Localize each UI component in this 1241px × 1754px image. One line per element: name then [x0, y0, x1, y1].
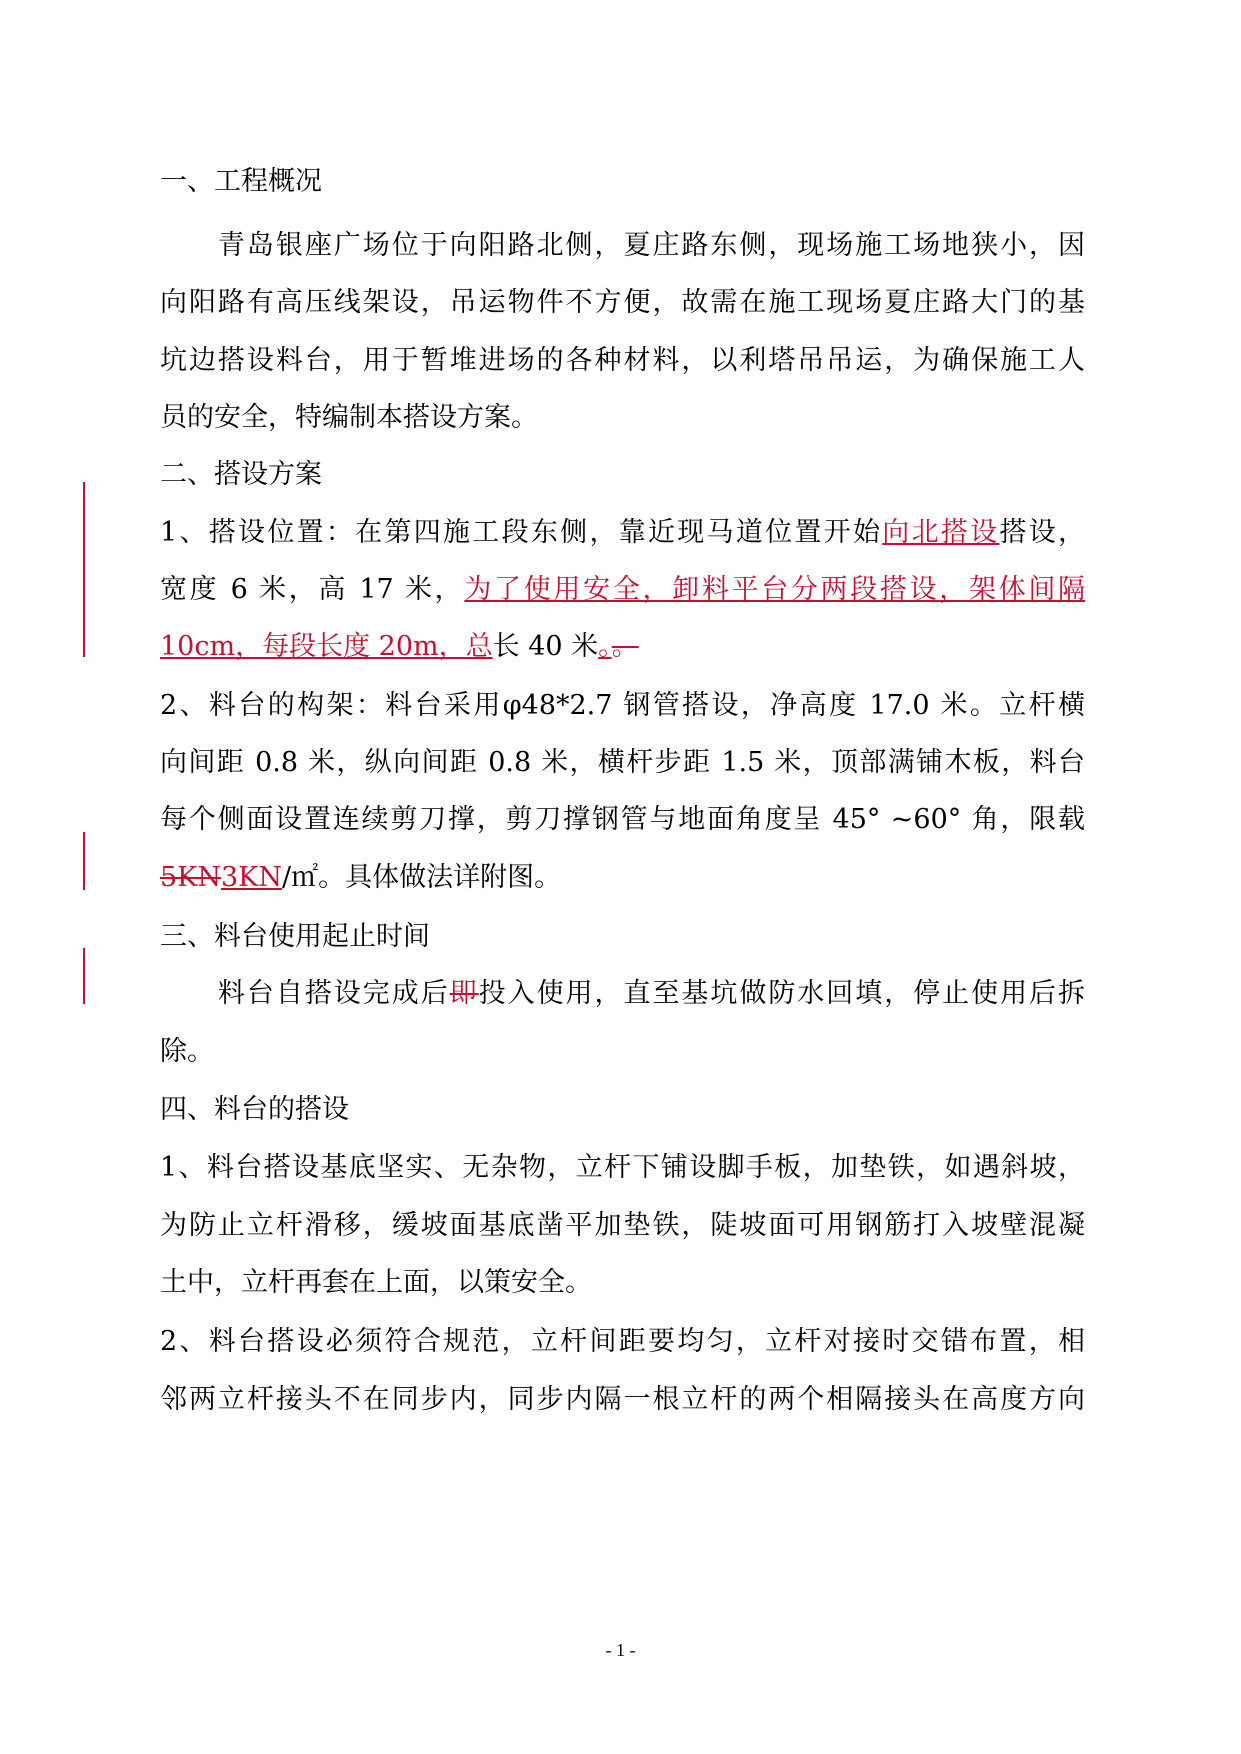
deleted-text: 。: [611, 631, 639, 662]
paragraph-line: 员的安全，特编制本搭设方案。: [160, 402, 538, 433]
paragraph-line: 2、料台搭设必须符合规范，立杆间距要均匀，立杆对接时交错布置，相: [160, 1326, 1085, 1357]
inserted-text: 3KN: [220, 862, 282, 893]
paragraph-line: 邻两立杆接头不在同步内，同步内隔一根立杆的两个相隔接头在高度方向: [160, 1384, 1085, 1415]
item2-line-4: [160, 858, 1085, 898]
text-run: 搭设，: [999, 517, 1086, 548]
item1-line-3: [160, 627, 1085, 667]
section3-line-2: 除。: [160, 1036, 214, 1067]
paragraph-line: 为防止立杆滑移，缓坡面基底凿平加垫铁，陡坡面可用钢筋打入坡壁混凝: [160, 1210, 1085, 1241]
deleted-text: 即: [449, 978, 479, 1009]
paragraph-line: 1、料台搭设基底坚实、无杂物，立杆下铺设脚手板，加垫铁，如遇斜坡，: [160, 1152, 1085, 1183]
paragraph-line: 向阳路有高压线架设，吊运物件不方便，故需在施工现场夏庄路大门的基: [160, 287, 1085, 318]
paragraph-line: 土中，立杆再套在上面，以策安全。: [160, 1267, 592, 1298]
inserted-text: 10cm，每段长度 20m，总: [160, 631, 493, 662]
section-heading-2: 二、搭设方案: [160, 459, 322, 490]
item2-line-2: 向间距 0.8 米，纵向间距 0.8 米，横杆步距 1.5 米，顶部满铺木板，料台: [160, 747, 1085, 778]
text-run: 料台自搭设完成后: [160, 978, 450, 1009]
inserted-text: 向北搭设: [882, 517, 1000, 548]
text-run: /㎡。具体做法详附图。: [281, 862, 562, 893]
section-heading-3: 三、料台使用起止时间: [160, 921, 430, 952]
paragraph-line: 坑边搭设料台，用于暂堆进场的各种材料，以利塔吊吊运，为确保施工人: [160, 345, 1085, 376]
paragraph-line: 青岛银座广场位于向阳路北侧，夏庄路东侧，现场施工场地狭小，因: [160, 230, 1085, 261]
item1-line-2: [160, 570, 1085, 610]
deleted-text: 5KN: [160, 862, 221, 893]
revision-bar: [83, 832, 85, 890]
section3-line-1: [160, 974, 1085, 1014]
item2-line-3: 每个侧面设置连续剪刀撑，剪刀撑钢管与地面角度呈 45° ~60° 角，限载: [160, 804, 1085, 835]
revision-bar: [83, 482, 85, 657]
page-number: - 1 -: [605, 1640, 636, 1660]
inserted-text: 为了使用安全，卸料平台分两段搭设，架体间隔: [464, 574, 1086, 605]
item1-line-1: [160, 513, 1085, 553]
text-run: 宽度 6 米，高 17 米，: [160, 574, 465, 605]
text-run: 1、搭设位置：在第四施工段东侧，靠近现马道位置开始: [160, 517, 883, 548]
section-heading-4: 四、料台的搭设: [160, 1094, 349, 1125]
text-run: 长 40 米: [492, 631, 599, 662]
revision-bar: [83, 948, 85, 1004]
item2-line-1: 2、料台的构架：料台采用φ48*2.7 钢管搭设，净高度 17.0 米。立杆横: [160, 690, 1085, 721]
inserted-text: 。: [598, 631, 612, 662]
text-run: 投入使用，直至基坑做防水回填，停止使用后拆: [478, 978, 1086, 1009]
section-heading-1: 一、工程概况: [160, 166, 322, 197]
